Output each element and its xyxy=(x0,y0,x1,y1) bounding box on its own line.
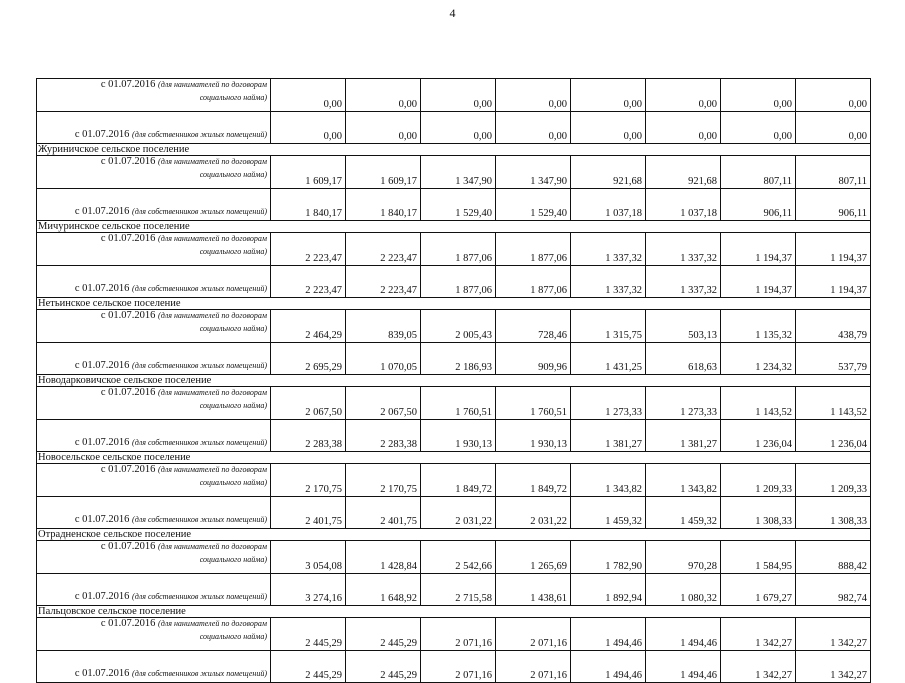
tariff-value-cell: 3 054,08 xyxy=(271,541,346,574)
tariff-row xyxy=(37,618,871,651)
tariff-value-cell: 1 347,90 xyxy=(421,156,496,189)
row-date: с 01.07.2016 xyxy=(100,618,156,629)
tariff-value-cell: 1 431,25 xyxy=(571,343,646,375)
settlement-name: Новодарковичское сельское поселение xyxy=(37,375,871,387)
tariff-value-cell: 1 342,27 xyxy=(721,618,796,651)
tariff-value-cell: 1 840,17 xyxy=(271,189,346,221)
tariff-row xyxy=(37,651,871,683)
tariff-value-cell: 1 849,72 xyxy=(496,464,571,497)
tariff-value-cell: 1 877,06 xyxy=(496,266,571,298)
settlement-header-row xyxy=(37,606,871,618)
row-label xyxy=(37,266,271,298)
row-note-continued: социального найма) xyxy=(199,631,267,641)
tariff-row xyxy=(37,541,871,574)
tariff-row xyxy=(37,420,871,452)
tariff-value-cell: 1 236,04 xyxy=(721,420,796,452)
tariff-value-cell: 1 194,37 xyxy=(721,233,796,266)
tariff-value-cell: 1 840,17 xyxy=(346,189,421,221)
tariff-value-cell: 1 529,40 xyxy=(496,189,571,221)
tariff-value-cell: 2 067,50 xyxy=(271,387,346,420)
row-label xyxy=(37,343,271,375)
tariff-value-cell: 0,00 xyxy=(646,112,721,144)
tariff-value-cell: 0,00 xyxy=(571,112,646,144)
tariff-row xyxy=(37,156,871,189)
tariff-value-cell: 1 343,82 xyxy=(646,464,721,497)
row-note: (для нанимателей по договорам xyxy=(158,465,267,474)
tariff-value-cell: 2 031,22 xyxy=(421,497,496,529)
tariff-value-cell: 2 170,75 xyxy=(346,464,421,497)
tariff-value-cell: 1 236,04 xyxy=(796,420,871,452)
row-date: с 01.07.2016 xyxy=(100,233,156,244)
tariff-row xyxy=(37,310,871,343)
row-note: (для нанимателей по договорам xyxy=(158,542,267,551)
tariff-value-cell: 2 695,29 xyxy=(271,343,346,375)
settlement-name: Журиничское сельское поселение xyxy=(37,144,871,156)
tariff-value-cell: 2 005,43 xyxy=(421,310,496,343)
tariff-value-cell: 807,11 xyxy=(796,156,871,189)
tariff-value-cell: 1 037,18 xyxy=(646,189,721,221)
row-date: с 01.07.2016 xyxy=(74,128,130,140)
row-label xyxy=(37,618,271,651)
settlement-header-row xyxy=(37,452,871,464)
tariff-value-cell: 1 609,17 xyxy=(346,156,421,189)
tariff-value-cell: 1 679,27 xyxy=(721,574,796,606)
tariff-value-cell: 1 234,32 xyxy=(721,343,796,375)
tariff-value-cell: 921,68 xyxy=(646,156,721,189)
tariff-value-cell: 1 529,40 xyxy=(421,189,496,221)
row-label xyxy=(37,156,271,189)
settlement-header-row xyxy=(37,221,871,233)
row-date: с 01.07.2016 xyxy=(100,387,156,398)
tariff-value-cell: 0,00 xyxy=(721,79,796,112)
tariff-value-cell: 2 445,29 xyxy=(271,651,346,683)
settlement-name: Новосельское сельское поселение xyxy=(37,452,871,464)
settlement-name: Мичуринское сельское поселение xyxy=(37,221,871,233)
row-note: (для нанимателей по договорам xyxy=(158,619,267,628)
tariff-row xyxy=(37,233,871,266)
tariff-value-cell: 1 877,06 xyxy=(421,266,496,298)
tariff-value-cell: 2 031,22 xyxy=(496,497,571,529)
tariff-value-cell: 982,74 xyxy=(796,574,871,606)
tariff-value-cell: 1 381,27 xyxy=(646,420,721,452)
tariff-value-cell: 2 223,47 xyxy=(271,266,346,298)
tariff-value-cell: 1 877,06 xyxy=(496,233,571,266)
row-note-continued: социального найма) xyxy=(199,169,267,179)
tariff-value-cell: 2 401,75 xyxy=(346,497,421,529)
row-date: с 01.07.2016 xyxy=(100,310,156,321)
tariff-row xyxy=(37,497,871,529)
tariff-value-cell: 0,00 xyxy=(421,79,496,112)
tariff-row xyxy=(37,387,871,420)
tariff-value-cell: 1 609,17 xyxy=(271,156,346,189)
row-note: (для собственников жилых помещений) xyxy=(132,514,267,524)
tariff-row xyxy=(37,574,871,606)
row-note: (для нанимателей по договорам xyxy=(158,80,267,89)
tariff-value-cell: 2 067,50 xyxy=(346,387,421,420)
row-note-continued: социального найма) xyxy=(199,400,267,410)
tariff-value-cell: 3 274,16 xyxy=(271,574,346,606)
row-note-continued: социального найма) xyxy=(199,246,267,256)
tariff-value-cell: 1 342,27 xyxy=(796,651,871,683)
tariff-value-cell: 2 445,29 xyxy=(346,618,421,651)
tariff-value-cell: 0,00 xyxy=(271,79,346,112)
row-date: с 01.07.2016 xyxy=(100,79,156,90)
row-note: (для собственников жилых помещений) xyxy=(132,591,267,601)
row-note-continued: социального найма) xyxy=(199,92,267,102)
tariff-value-cell: 1 337,32 xyxy=(571,266,646,298)
tariff-value-cell: 1 273,33 xyxy=(571,387,646,420)
row-label xyxy=(37,574,271,606)
tariff-value-cell: 2 715,58 xyxy=(421,574,496,606)
row-date: с 01.07.2016 xyxy=(74,667,130,679)
row-date: с 01.07.2016 xyxy=(74,359,130,371)
tariff-value-cell: 2 071,16 xyxy=(421,651,496,683)
row-date: с 01.07.2016 xyxy=(74,205,130,217)
row-date: с 01.07.2016 xyxy=(100,541,156,552)
tariff-value-cell: 0,00 xyxy=(496,112,571,144)
row-note-continued: социального найма) xyxy=(199,477,267,487)
row-label xyxy=(37,189,271,221)
tariff-value-cell: 1 337,32 xyxy=(646,266,721,298)
row-date: с 01.07.2016 xyxy=(74,436,130,448)
tariff-value-cell: 970,28 xyxy=(646,541,721,574)
tariff-value-cell: 1 337,32 xyxy=(571,233,646,266)
tariff-value-cell: 1 135,32 xyxy=(721,310,796,343)
tariff-value-cell: 1 930,13 xyxy=(421,420,496,452)
tariff-value-cell: 0,00 xyxy=(646,79,721,112)
tariff-value-cell: 807,11 xyxy=(721,156,796,189)
tariff-value-cell: 2 542,66 xyxy=(421,541,496,574)
tariff-value-cell: 1 877,06 xyxy=(421,233,496,266)
row-note: (для нанимателей по договорам xyxy=(158,234,267,243)
tariff-value-cell: 1 381,27 xyxy=(571,420,646,452)
row-date: с 01.07.2016 xyxy=(100,464,156,475)
tariff-value-cell: 1 428,84 xyxy=(346,541,421,574)
tariff-value-cell: 839,05 xyxy=(346,310,421,343)
tariff-value-cell: 1 760,51 xyxy=(496,387,571,420)
tariff-value-cell: 1 849,72 xyxy=(421,464,496,497)
tariff-value-cell: 1 930,13 xyxy=(496,420,571,452)
tariff-value-cell: 2 401,75 xyxy=(271,497,346,529)
tariff-value-cell: 1 209,33 xyxy=(721,464,796,497)
tariff-value-cell: 1 070,05 xyxy=(346,343,421,375)
row-date: с 01.07.2016 xyxy=(100,156,156,167)
tariff-value-cell: 1 648,92 xyxy=(346,574,421,606)
tariff-value-cell: 1 273,33 xyxy=(646,387,721,420)
settlement-name: Пальцовское сельское поселение xyxy=(37,606,871,618)
row-note: (для нанимателей по договорам xyxy=(158,157,267,166)
tariff-row xyxy=(37,343,871,375)
row-label xyxy=(37,387,271,420)
tariff-value-cell: 1 459,32 xyxy=(646,497,721,529)
tariff-value-cell: 2 464,29 xyxy=(271,310,346,343)
tariff-value-cell: 1 494,46 xyxy=(646,651,721,683)
tariff-value-cell: 1 143,52 xyxy=(796,387,871,420)
row-label xyxy=(37,310,271,343)
settlement-header-row xyxy=(37,529,871,541)
tariff-value-cell: 1 037,18 xyxy=(571,189,646,221)
tariff-value-cell: 0,00 xyxy=(271,112,346,144)
row-label xyxy=(37,420,271,452)
row-label xyxy=(37,112,271,144)
settlement-header-row xyxy=(37,144,871,156)
tariff-value-cell: 618,63 xyxy=(646,343,721,375)
tariff-value-cell: 2 186,93 xyxy=(421,343,496,375)
tariff-value-cell: 0,00 xyxy=(346,79,421,112)
tariff-value-cell: 503,13 xyxy=(646,310,721,343)
tariff-value-cell: 2 445,29 xyxy=(346,651,421,683)
row-label xyxy=(37,464,271,497)
tariff-value-cell: 728,46 xyxy=(496,310,571,343)
row-note-continued: социального найма) xyxy=(199,323,267,333)
tariff-value-cell: 0,00 xyxy=(346,112,421,144)
tariff-value-cell: 906,11 xyxy=(721,189,796,221)
settlement-header-row xyxy=(37,298,871,310)
tariff-value-cell: 537,79 xyxy=(796,343,871,375)
tariff-value-cell: 0,00 xyxy=(421,112,496,144)
tariff-value-cell: 921,68 xyxy=(571,156,646,189)
tariff-value-cell: 2 223,47 xyxy=(346,266,421,298)
tariff-value-cell: 888,42 xyxy=(796,541,871,574)
tariff-row xyxy=(37,464,871,497)
tariff-value-cell: 1 143,52 xyxy=(721,387,796,420)
tariff-value-cell: 1 343,82 xyxy=(571,464,646,497)
tariff-value-cell: 2 223,47 xyxy=(346,233,421,266)
row-note: (для нанимателей по договорам xyxy=(158,388,267,397)
tariff-table xyxy=(36,78,871,683)
settlement-name: Отрадненское сельское поселение xyxy=(37,529,871,541)
row-label xyxy=(37,651,271,683)
row-note: (для собственников жилых помещений) xyxy=(132,129,267,139)
tariff-value-cell: 2 170,75 xyxy=(271,464,346,497)
tariff-value-cell: 1 892,94 xyxy=(571,574,646,606)
tariff-value-cell: 1 308,33 xyxy=(796,497,871,529)
row-date: с 01.07.2016 xyxy=(74,513,130,525)
row-note: (для нанимателей по договорам xyxy=(158,311,267,320)
row-note: (для собственников жилых помещений) xyxy=(132,206,267,216)
tariff-row xyxy=(37,266,871,298)
tariff-value-cell: 1 342,27 xyxy=(796,618,871,651)
tariff-value-cell: 2 445,29 xyxy=(271,618,346,651)
tariff-value-cell: 1 438,61 xyxy=(496,574,571,606)
tariff-value-cell: 0,00 xyxy=(496,79,571,112)
tariff-value-cell: 1 760,51 xyxy=(421,387,496,420)
page-number: 4 xyxy=(449,6,456,20)
row-note: (для собственников жилых помещений) xyxy=(132,360,267,370)
tariff-value-cell: 906,11 xyxy=(796,189,871,221)
tariff-value-cell: 1 494,46 xyxy=(571,618,646,651)
tariff-value-cell: 1 459,32 xyxy=(571,497,646,529)
settlement-header-row xyxy=(37,375,871,387)
row-note: (для собственников жилых помещений) xyxy=(132,437,267,447)
tariff-value-cell: 2 223,47 xyxy=(271,233,346,266)
tariff-value-cell: 1 080,32 xyxy=(646,574,721,606)
tariff-value-cell: 1 265,69 xyxy=(496,541,571,574)
tariff-value-cell: 0,00 xyxy=(796,79,871,112)
tariff-value-cell: 1 337,32 xyxy=(646,233,721,266)
row-label xyxy=(37,497,271,529)
tariff-value-cell: 1 194,37 xyxy=(796,233,871,266)
row-note: (для собственников жилых помещений) xyxy=(132,283,267,293)
row-date: с 01.07.2016 xyxy=(74,590,130,602)
tariff-value-cell: 0,00 xyxy=(796,112,871,144)
tariff-value-cell: 438,79 xyxy=(796,310,871,343)
tariff-value-cell: 1 315,75 xyxy=(571,310,646,343)
tariff-value-cell: 1 209,33 xyxy=(796,464,871,497)
tariff-value-cell: 0,00 xyxy=(721,112,796,144)
tariff-value-cell: 1 347,90 xyxy=(496,156,571,189)
tariff-value-cell: 1 342,27 xyxy=(721,651,796,683)
tariff-value-cell: 2 071,16 xyxy=(496,618,571,651)
tariff-value-cell: 1 494,46 xyxy=(646,618,721,651)
tariff-value-cell: 1 494,46 xyxy=(571,651,646,683)
tariff-row xyxy=(37,112,871,144)
tariff-value-cell: 0,00 xyxy=(571,79,646,112)
row-note: (для собственников жилых помещений) xyxy=(132,668,267,678)
tariff-value-cell: 2 283,38 xyxy=(346,420,421,452)
tariff-value-cell: 1 782,90 xyxy=(571,541,646,574)
tariff-value-cell: 2 283,38 xyxy=(271,420,346,452)
row-label xyxy=(37,79,271,112)
row-note-continued: социального найма) xyxy=(199,554,267,564)
tariff-value-cell: 1 584,95 xyxy=(721,541,796,574)
tariff-value-cell: 1 194,37 xyxy=(721,266,796,298)
tariff-value-cell: 1 194,37 xyxy=(796,266,871,298)
tariff-table-body xyxy=(37,79,871,683)
tariff-value-cell: 1 308,33 xyxy=(721,497,796,529)
tariff-value-cell: 909,96 xyxy=(496,343,571,375)
tariff-value-cell: 2 071,16 xyxy=(421,618,496,651)
tariff-row xyxy=(37,79,871,112)
tariff-row xyxy=(37,189,871,221)
row-date: с 01.07.2016 xyxy=(74,282,130,294)
row-label xyxy=(37,233,271,266)
row-label xyxy=(37,541,271,574)
tariff-value-cell: 2 071,16 xyxy=(496,651,571,683)
settlement-name: Нетьинское сельское поселение xyxy=(37,298,871,310)
